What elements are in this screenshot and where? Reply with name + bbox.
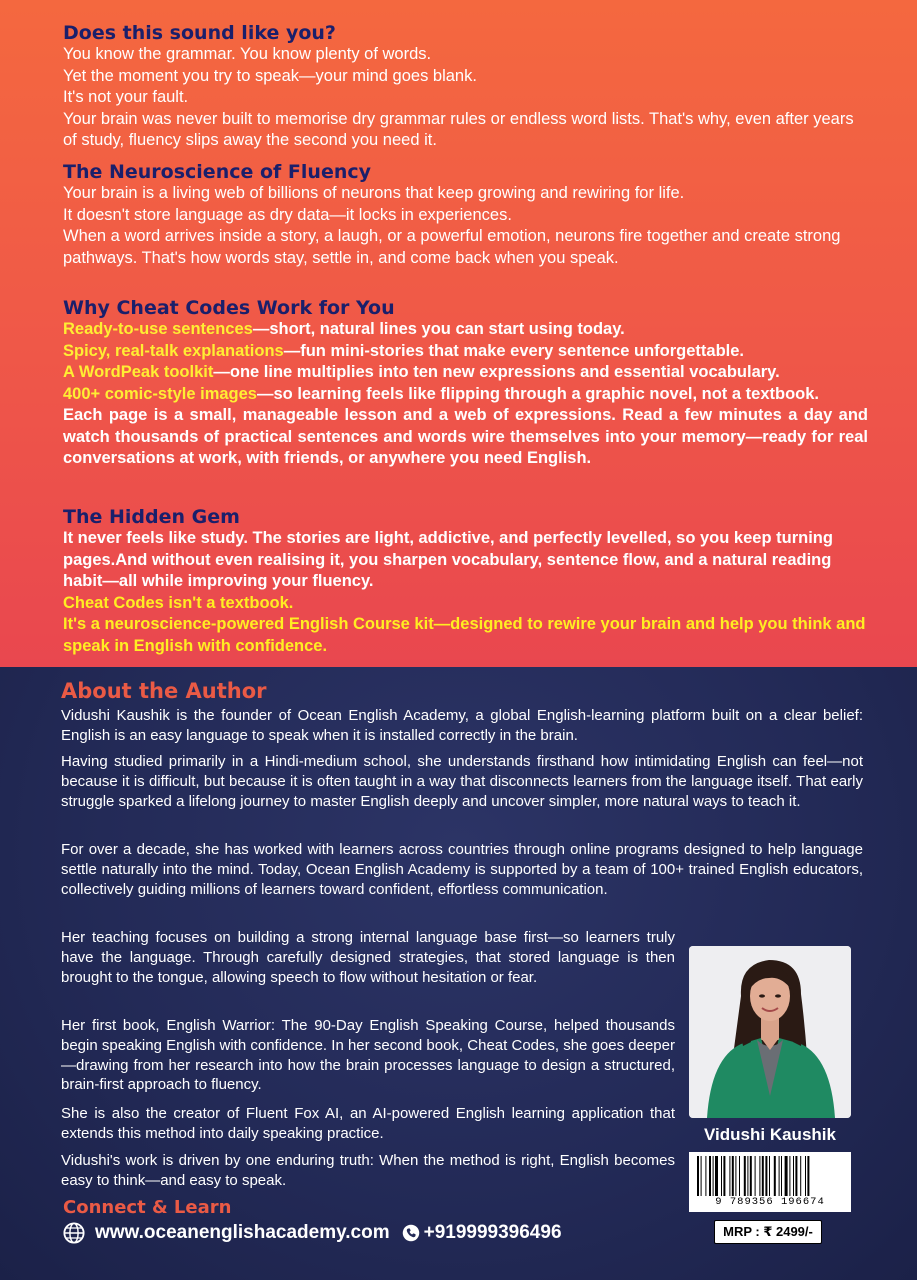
section-neuroscience bbox=[63, 161, 868, 269]
barcode-bar bbox=[795, 1156, 797, 1196]
barcode-bar bbox=[701, 1156, 702, 1196]
intro-line: It's not your fault. bbox=[63, 88, 189, 106]
barcode-bar bbox=[793, 1156, 794, 1196]
gem-highlight: It's a neuroscience-powered English Course kit—designed to rewire your brain and help you think and speak in English with confidence. bbox=[63, 615, 866, 655]
feature-item: A WordPeak toolkit—one line multiplies into ten new expressions and essential vocabulary. bbox=[63, 363, 780, 381]
barcode-bar bbox=[781, 1156, 782, 1196]
connect-title: Connect & Learn bbox=[63, 1197, 232, 1218]
price-label: MRP : ₹ 2499/- bbox=[714, 1220, 822, 1244]
barcode-bar bbox=[747, 1156, 748, 1196]
author-title: About the Author bbox=[61, 679, 267, 703]
barcode-bar bbox=[709, 1156, 711, 1196]
author-paragraph: She is also the creator of Fluent Fox AI, an AI-powered English learning application that extends this method into daily speaking practice. bbox=[61, 1105, 675, 1142]
barcode-bar bbox=[762, 1156, 764, 1196]
barcode-bar bbox=[779, 1156, 780, 1196]
section-why bbox=[63, 297, 868, 470]
gem-paragraph: It never feels like study. The stories are light, addictive, and perfectly levelled, so you keep turning pages.And without even realising it, you sharpen vocabulary, sentence flow, and a natural reading habit—all while improving your fluency. bbox=[63, 529, 833, 590]
author-paragraph: For over a decade, she has worked with learners across countries through online programs designed to help language settle naturally into the mind. Today, Ocean English Academy is supported by a team of 100+ trained English educators, collectively guiding millions of learners toward confident, effortless communication. bbox=[61, 841, 863, 898]
isbn-barcode bbox=[689, 1152, 851, 1212]
neuro-line: When a word arrives inside a story, a laugh, or a powerful emotion, neurons fire together and create strong pathways. That's how words stay, settle in, and come back when you speak. bbox=[63, 227, 841, 267]
contact-row bbox=[63, 1220, 562, 1246]
gem-highlight: Cheat Codes isn't a textbook. bbox=[63, 593, 294, 612]
barcode-bar bbox=[744, 1156, 746, 1196]
barcode-bar bbox=[774, 1156, 776, 1196]
author-paragraph: Having studied primarily in a Hindi-medium school, she understands firsthand how intimidating English can feel—not because it is difficult, but because it is often taught in a way that disconnects learners from the language itself. That early struggle sparked a lifelong journey to master English deeply and uncover simpler, more natural ways to teach it. bbox=[61, 753, 863, 810]
feature-item: Spicy, real-talk explanations—fun mini-stories that make every sentence unforgettable. bbox=[63, 341, 744, 360]
barcode-bar bbox=[723, 1156, 725, 1196]
intro-line: Yet the moment you try to speak—your mind goes blank. bbox=[63, 66, 477, 85]
author-photo-caption: Vidushi Kaushik bbox=[704, 1125, 836, 1144]
why-paragraph: Each page is a small, manageable lesson and a web of expressions. Read a few minutes a day and watch thousands of practical sentences and words wire themselves into your memory—ready for real conversations at work, with friends, or anywhere you need English. bbox=[63, 406, 868, 467]
feature-item: 400+ comic-style images—so learning feels like flipping through a graphic novel, not a textbook. bbox=[63, 384, 819, 403]
section-hidden-gem bbox=[63, 506, 868, 657]
barcode-bar bbox=[789, 1156, 790, 1196]
section-title: Does this sound like you? bbox=[63, 22, 336, 44]
barcode-bar bbox=[715, 1156, 718, 1196]
barcode-bar bbox=[807, 1156, 809, 1196]
barcode-bar bbox=[769, 1156, 770, 1196]
intro-line: You know the grammar. You know plenty of words. bbox=[63, 45, 432, 63]
barcode-bar bbox=[732, 1156, 734, 1196]
barcode-bar bbox=[765, 1156, 767, 1196]
neuro-line: It doesn't store language as dry data—it locks in experiences. bbox=[63, 205, 512, 224]
website-link[interactable]: www.oceanenglishacademy.com bbox=[95, 1222, 390, 1243]
isbn-number: 9 789356 196674 bbox=[715, 1196, 825, 1208]
barcode-bar bbox=[721, 1156, 722, 1196]
barcode-bar bbox=[697, 1156, 699, 1196]
barcode-bar bbox=[785, 1156, 788, 1196]
author-photo bbox=[689, 946, 851, 1118]
section-title: Why Cheat Codes Work for You bbox=[63, 297, 395, 319]
barcode-bar bbox=[739, 1156, 740, 1196]
feature-item: Ready-to-use sentences—short, natural lines you can start using today. bbox=[63, 320, 625, 338]
globe-icon bbox=[63, 1222, 85, 1244]
section-intro bbox=[63, 22, 868, 152]
barcode-bar bbox=[735, 1156, 736, 1196]
phone-icon bbox=[402, 1224, 420, 1242]
barcode-bar bbox=[759, 1156, 760, 1196]
barcode-bar bbox=[805, 1156, 806, 1196]
barcode-bar bbox=[800, 1156, 801, 1196]
phone-link[interactable]: +919999396496 bbox=[423, 1222, 562, 1243]
section-title: The Hidden Gem bbox=[63, 506, 240, 528]
barcode-bar bbox=[729, 1156, 730, 1196]
author-paragraph: Her teaching focuses on building a strong internal language base first—so learners truly have the language. Through carefully designed strategies, that stored language is then brought to the tongue, allowing speech to flow without hesitation or fear. bbox=[61, 929, 675, 986]
barcode-bar bbox=[750, 1156, 752, 1196]
author-paragraph: Her first book, English Warrior: The 90-Day English Speaking Course, helped thousands begin speaking English with confidence. In her second book, Cheat Codes, she goes deeper—drawing from her research into how the brain processes language to design a structured, brain-first approach to fluency. bbox=[61, 1017, 675, 1094]
intro-line: Your brain was never built to memorise dry grammar rules or endless word lists. That's why, even after years of study, fluency slips away the second you need it. bbox=[63, 109, 854, 149]
barcode-bar bbox=[705, 1156, 706, 1196]
author-paragraph: Vidushi's work is driven by one enduring truth: When the method is right, English becomes easy to think—and easy to speak. bbox=[61, 1152, 675, 1189]
barcode-bar bbox=[755, 1156, 756, 1196]
author-paragraph: Vidushi Kaushik is the founder of Ocean English Academy, a global English-learning platform built on a clear belief: English is an easy language to speak when it is installed correctly in the brain. bbox=[61, 707, 863, 744]
barcode-bar bbox=[713, 1156, 714, 1196]
neuro-line: Your brain is a living web of billions of neurons that keep growing and rewiring for life. bbox=[63, 184, 685, 202]
section-title: The Neuroscience of Fluency bbox=[63, 161, 371, 183]
